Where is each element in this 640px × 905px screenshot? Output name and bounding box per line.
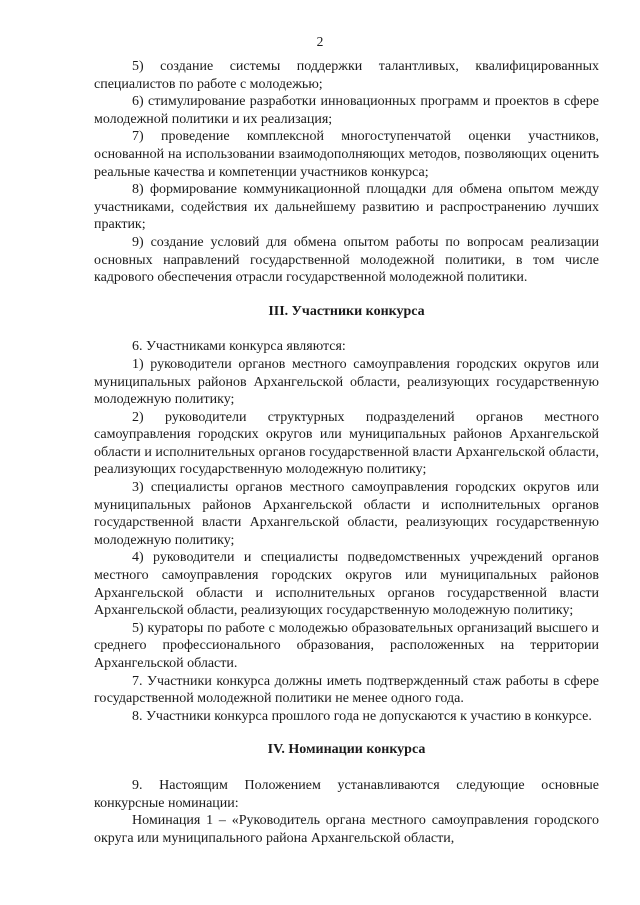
paragraph-nomination-1: Номинация 1 – «Руководитель органа местного самоуправления городского округа или муниципального района Архангельской области, <box>94 813 599 846</box>
section-heading-nominations: IV. Номинации конкурса <box>267 742 426 758</box>
paragraph-goal-5: 5) создание системы поддержки талантливых, квалифицированных специалистов по работе с молодежью; <box>94 59 599 92</box>
section-heading-participants: III. Участники конкурса <box>268 303 425 319</box>
paragraph-goal-8: 8) формирование коммуникационной площадки для обмена опытом между участниками, содействия их дальнейшему развитию и распространению лучших практик; <box>94 182 599 233</box>
paragraph-goal-7: 7) проведение комплексной многоступенчатой оценки участников, основанной на использовании взаимодополняющих методов, позволяющих оценить реальные качества и компетенции участников конкурса; <box>94 129 599 180</box>
paragraph-goal-6: 6) стимулирование разработки инновационных программ и проектов в сфере молодежной политики и их реализация; <box>94 94 599 127</box>
paragraph-participant-2: 2) руководители структурных подразделений органов местного самоуправления городских округов или муниципальных районов Архангельской области и исполнительных органов государственной власти Архангельской области, реализующих государственную молодежную политику; <box>94 409 599 478</box>
paragraph-participant-3: 3) специалисты органов местного самоуправления городских округов или муниципальных районов Архангельской области и исполнительных органов государственной власти Архангельской области, реализующих государственную молодежную политику; <box>94 480 599 548</box>
paragraph-participant-1: 1) руководители органов местного самоуправления городских округов или муниципальных районов Архангельской области, реализующих государственную молодежную политику; <box>94 356 599 408</box>
paragraph-participant-4: 4) руководители и специалисты подведомственных учреждений органов местного самоуправления городских округов или муниципальных районов Архангельской области и исполнительных органов государственной власти Архангельской области, реализующих государственную молодежную политику; <box>94 550 599 619</box>
paragraph-participant-5: 5) кураторы по работе с молодежью образовательных организаций высшего и среднего профессионального образования, расположенных на территории Архангельской области. <box>94 620 599 671</box>
paragraph-item-7: 7. Участники конкурса должны иметь подтвержденный стаж работы в сфере государственной молодежной политики не менее одного года. <box>94 673 599 707</box>
document-body <box>94 58 599 847</box>
paragraph-goal-9: 9) создание условий для обмена опытом работы по вопросам реализации основных направлений государственной молодежной политики, в том числе кадрового обеспечения отрасли государственной молодежной политики. <box>94 234 599 286</box>
paragraph-item-9: 9. Настоящим Положением устанавливаются следующие основные конкурсные номинации: <box>94 777 599 811</box>
page-number: 2 <box>316 34 324 49</box>
paragraph-item-8: 8. Участники конкурса прошлого года не допускаются к участию в конкурсе. <box>132 708 592 724</box>
paragraph-item-6: 6. Участниками конкурса являются: <box>132 339 346 355</box>
